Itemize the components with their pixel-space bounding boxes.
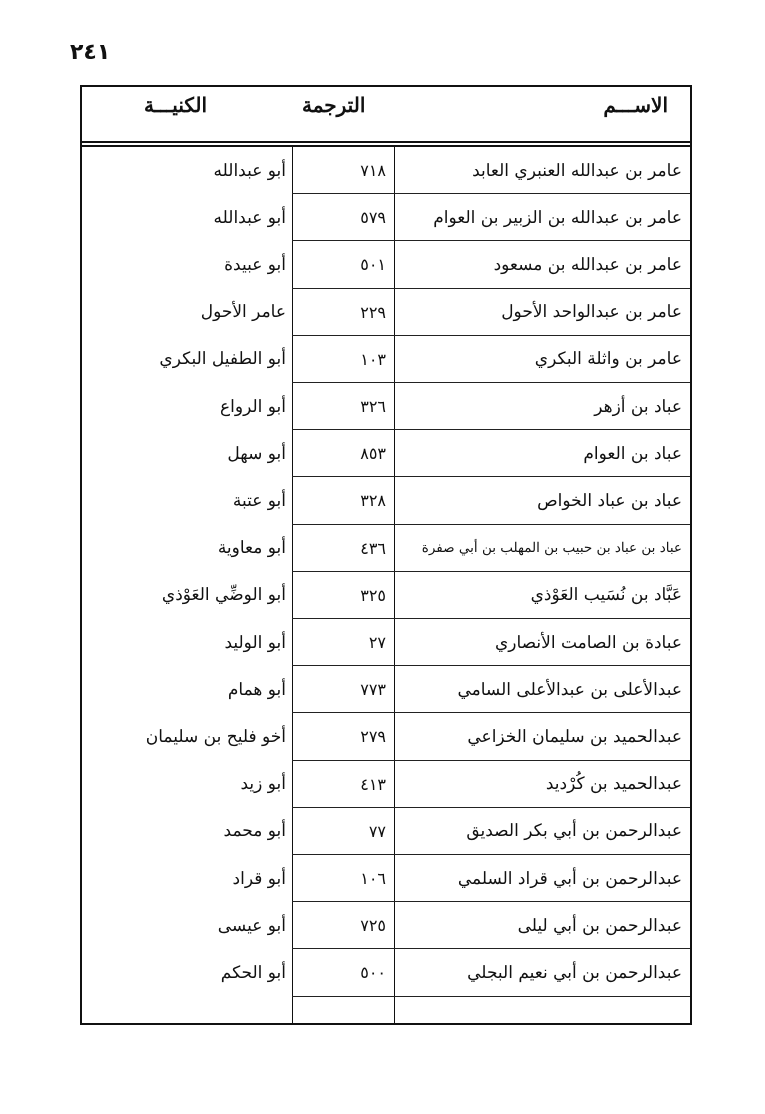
table-row	[82, 808, 690, 855]
table-row	[82, 336, 690, 383]
name-cell: عامر بن واثلة البكري	[534, 349, 682, 370]
table-row	[82, 147, 690, 194]
translation-cell: ٢٧٩	[360, 727, 386, 747]
kunya-cell: أبو سهل	[227, 443, 286, 464]
kunya-cell: أبو معاوية	[217, 538, 286, 559]
kunya-cell: أبو عبدالله	[213, 207, 286, 228]
kunya-cell: أبو الوضِّي العَوْذي	[161, 585, 286, 606]
kunya-cell: أبو همام	[227, 679, 286, 700]
table-header	[82, 87, 690, 143]
kunya-cell: أبو الرواع	[220, 396, 286, 417]
table-row	[82, 194, 690, 241]
table-row	[82, 761, 690, 808]
translation-cell: ٧٧٣	[360, 680, 386, 700]
name-cell: عامر بن عبدالله بن مسعود	[493, 254, 682, 275]
name-cell: عباد بن عباد بن حبيب بن المهلب بن أبي صفرة	[421, 540, 682, 557]
name-cell: عبدالحميد بن كُرْديد	[545, 774, 682, 795]
kunya-cell: أبو الوليد	[224, 632, 286, 653]
kunya-cell: أبو عبيدة	[224, 254, 286, 275]
table-row	[82, 477, 690, 524]
kunya-cell: أبو الحكم	[220, 962, 286, 983]
kunya-cell: أبو قراد	[232, 868, 286, 889]
table-row	[82, 525, 690, 572]
translation-cell: ٣٢٨	[360, 491, 386, 511]
kunya-cell: أبو عيسى	[217, 915, 286, 936]
table-row	[82, 619, 690, 666]
kunya-cell: أبو زيد	[240, 774, 286, 795]
header-name: الاســـم	[603, 93, 668, 117]
kunya-cell: أبو عتبة	[232, 490, 286, 511]
name-cell: عبدالرحمن بن أبي قراد السلمي	[457, 868, 682, 889]
name-cell: عبدالرحمن بن أبي نعيم البجلي	[467, 962, 682, 983]
index-table	[80, 85, 692, 1025]
table-row	[82, 902, 690, 949]
translation-cell: ٧٢٥	[360, 916, 386, 936]
kunya-cell: عامر الأحول	[200, 302, 286, 323]
table-row	[82, 241, 690, 288]
name-cell: عباد بن عباد الخواص	[537, 490, 682, 511]
table-row	[82, 289, 690, 336]
name-cell: عامر بن عبدالله بن الزبير بن العوام	[433, 207, 682, 228]
kunya-cell: أبو الطفيل البكري	[159, 349, 286, 370]
table-row	[82, 383, 690, 430]
translation-cell: ٨٥٣	[360, 444, 386, 464]
translation-cell: ١٠٣	[360, 349, 386, 369]
translation-cell: ٢٧	[368, 633, 386, 653]
translation-cell: ٥٧٩	[360, 208, 386, 228]
name-cell: عبادة بن الصامت الأنصاري	[494, 632, 682, 653]
translation-cell: ٥٠١	[360, 255, 386, 275]
translation-cell: ٣٢٦	[360, 397, 386, 417]
table-row	[82, 430, 690, 477]
table-row	[82, 713, 690, 760]
kunya-cell: أبو عبدالله	[213, 160, 286, 181]
name-cell: عامر بن عبدالواحد الأحول	[501, 302, 682, 323]
translation-cell: ٤٣٦	[360, 538, 386, 558]
table-body	[82, 147, 690, 1023]
translation-cell: ٧١٨	[360, 161, 386, 181]
translation-cell: ٤١٣	[360, 774, 386, 794]
kunya-cell: أخو فليح بن سليمان	[145, 726, 286, 747]
table-row	[82, 949, 690, 996]
translation-cell: ٣٢٥	[360, 585, 386, 605]
kunya-cell: أبو محمد	[223, 821, 286, 842]
table-row	[82, 572, 690, 619]
translation-cell: ١٠٦	[360, 869, 386, 889]
name-cell: عبدالرحمن بن أبي بكر الصديق	[466, 821, 682, 842]
name-cell: عامر بن عبدالله العنبري العابد	[472, 160, 682, 181]
header-kunya: الكنيـــة	[144, 93, 208, 117]
name-cell: عَبَّاد بن نُسَيب العَوْذي	[530, 585, 682, 606]
page-number: ٢٤١	[70, 40, 111, 65]
header-translation: الترجمة	[302, 93, 366, 117]
table-row	[82, 855, 690, 902]
translation-cell: ٧٧	[368, 821, 386, 841]
name-cell: عباد بن العوام	[583, 443, 682, 464]
name-cell: عباد بن أزهر	[594, 396, 682, 417]
name-cell: عبدالحميد بن سليمان الخزاعي	[467, 726, 682, 747]
table-row	[82, 666, 690, 713]
translation-cell: ٥٠٠	[360, 963, 386, 983]
translation-cell: ٢٢٩	[360, 302, 386, 322]
name-cell: عبدالرحمن بن أبي ليلى	[517, 915, 682, 936]
name-cell: عبدالأعلى بن عبدالأعلى السامي	[457, 679, 682, 700]
